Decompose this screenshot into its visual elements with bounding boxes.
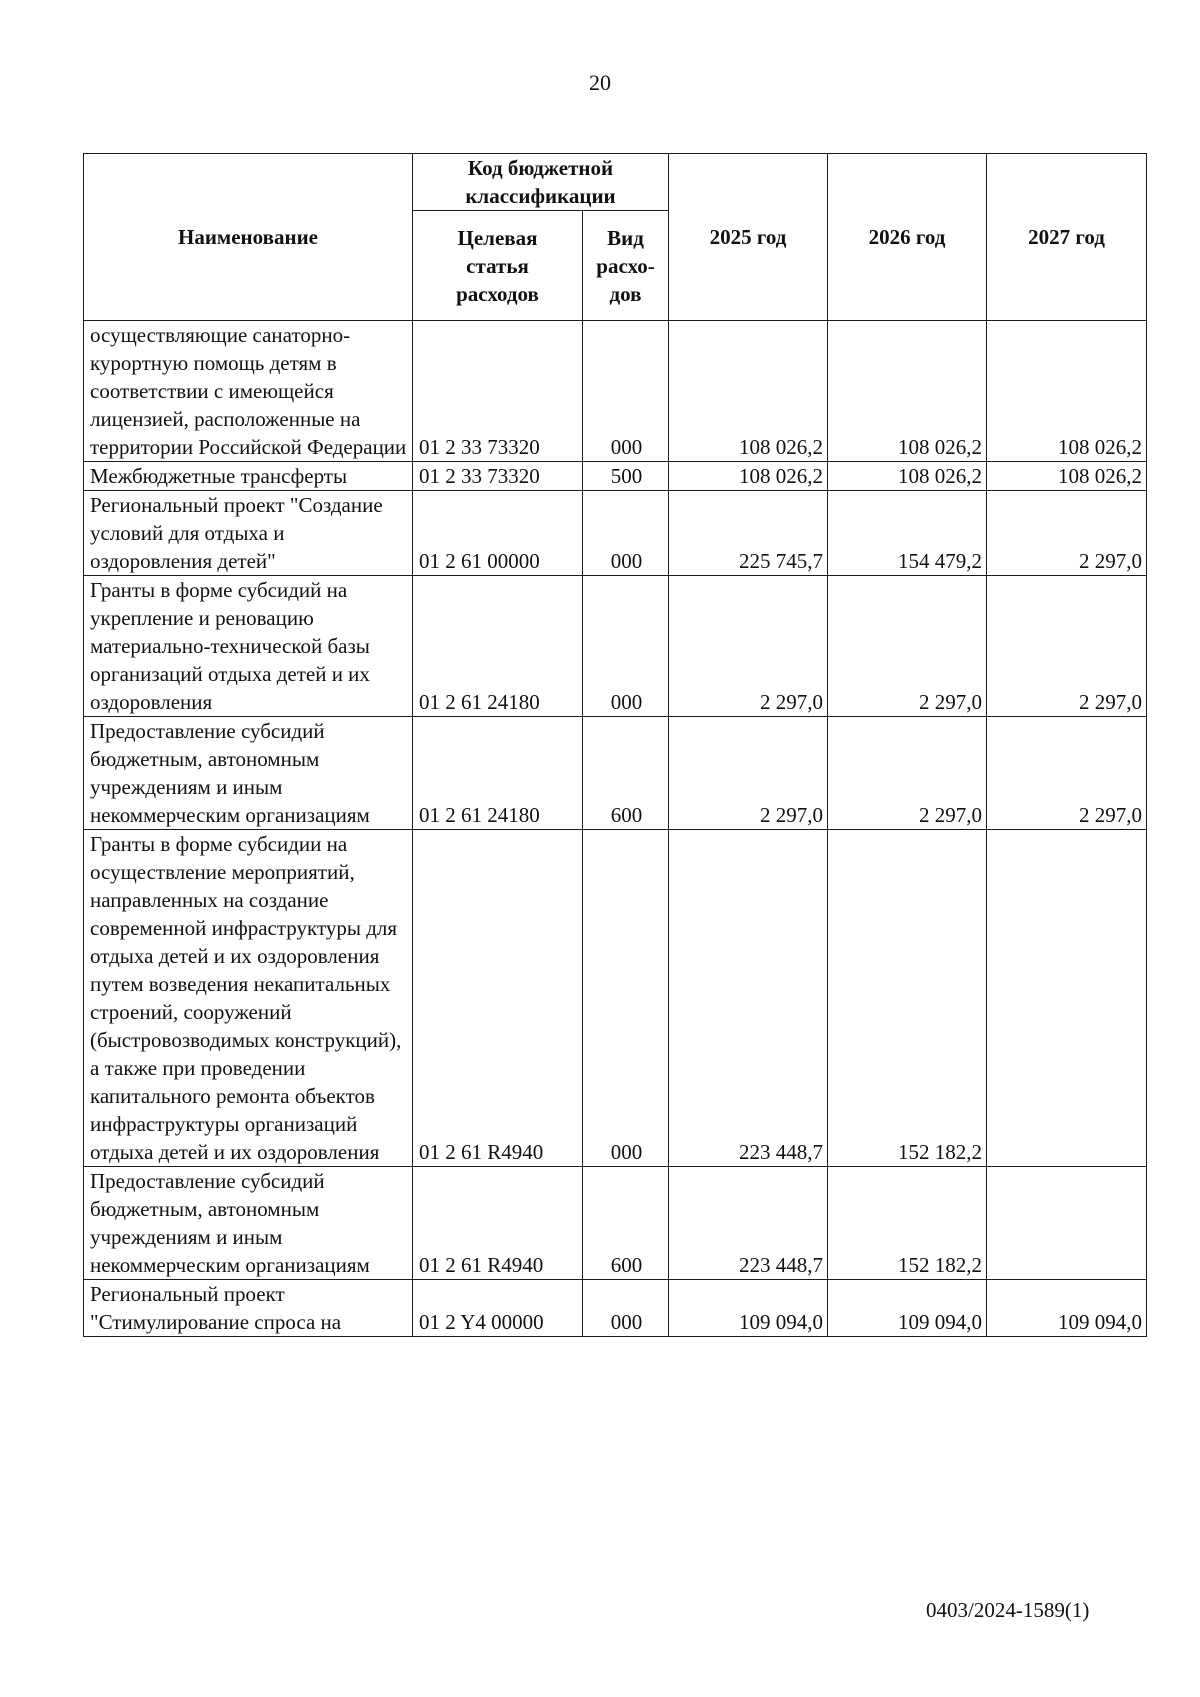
row-name: осуществляющие санаторно-курортную помощь детям в соответствии с имеющейся лицензией, расположенные на территории Российской Федерации — [84, 321, 413, 462]
header-2027: 2027 год — [987, 154, 1147, 321]
row-2026: 152 182,2 — [828, 1167, 987, 1280]
row-2025: 223 448,7 — [669, 1167, 828, 1280]
row-2026: 154 479,2 — [828, 491, 987, 576]
row-name: Гранты в форме субсидий на укрепление и реновацию материально-технической базы организаций отдыха детей и их оздоровления — [84, 576, 413, 717]
header-name: Наименование — [84, 154, 413, 321]
header-kbk: Код бюджетной классификации — [413, 154, 669, 211]
row-2026: 108 026,2 — [828, 462, 987, 491]
row-expense-type: 500 — [583, 462, 669, 491]
table-row — [84, 830, 1147, 1167]
row-2027 — [987, 1167, 1147, 1280]
row-2027: 108 026,2 — [987, 462, 1147, 491]
row-2025: 223 448,7 — [669, 830, 828, 1167]
table-row — [84, 321, 1147, 462]
row-expense-type: 000 — [583, 576, 669, 717]
row-2026: 109 094,0 — [828, 1280, 987, 1337]
table-row — [84, 576, 1147, 717]
row-2027: 109 094,0 — [987, 1280, 1147, 1337]
table-row — [84, 717, 1147, 830]
header-2025: 2025 год — [669, 154, 828, 321]
row-2027: 108 026,2 — [987, 321, 1147, 462]
row-2027: 2 297,0 — [987, 576, 1147, 717]
row-2027: 2 297,0 — [987, 491, 1147, 576]
row-name: Региональный проект "Стимулирование спроса на — [84, 1280, 413, 1337]
row-name: Региональный проект "Создание условий для отдыха и оздоровления детей" — [84, 491, 413, 576]
row-2026: 108 026,2 — [828, 321, 987, 462]
row-2026: 2 297,0 — [828, 717, 987, 830]
row-2025: 2 297,0 — [669, 576, 828, 717]
header-target-article: Целевая статья расходов — [413, 211, 583, 321]
row-name: Гранты в форме субсидии на осуществление мероприятий, направленных на создание современной инфраструктуры для отдыха детей и их оздоровления путем возведения некапитальных строений, сооружений (быстровозводимых конструкций), а также при проведении капитального ремонта объектов инфраструктуры организаций отдыха детей и их оздоровления — [84, 830, 413, 1167]
row-target-article: 01 2 61 00000 — [413, 491, 583, 576]
table-row — [84, 462, 1147, 491]
row-target-article: 01 2 61 R4940 — [413, 1167, 583, 1280]
row-expense-type: 600 — [583, 717, 669, 830]
row-target-article: 01 2 61 24180 — [413, 576, 583, 717]
header-expense-type: Вид расхо-дов — [583, 211, 669, 321]
row-2025: 2 297,0 — [669, 717, 828, 830]
row-2025: 225 745,7 — [669, 491, 828, 576]
row-2025: 108 026,2 — [669, 462, 828, 491]
table-row — [84, 1167, 1147, 1280]
row-name: Предоставление субсидий бюджетным, автономным учреждениям и иным некоммерческим организациям — [84, 717, 413, 830]
row-target-article: 01 2 33 73320 — [413, 321, 583, 462]
row-target-article: 01 2 61 24180 — [413, 717, 583, 830]
table-row — [84, 1280, 1147, 1337]
row-2026: 152 182,2 — [828, 830, 987, 1167]
table-row — [84, 491, 1147, 576]
row-name: Предоставление субсидий бюджетным, автономным учреждениям и иным некоммерческим организациям — [84, 1167, 413, 1280]
row-2025: 108 026,2 — [669, 321, 828, 462]
row-expense-type: 000 — [583, 830, 669, 1167]
document-code: 0403/2024-1589(1) — [926, 1598, 1090, 1622]
row-expense-type: 000 — [583, 1280, 669, 1337]
row-expense-type: 000 — [583, 491, 669, 576]
page-number: 20 — [589, 70, 611, 95]
row-target-article: 01 2 Y4 00000 — [413, 1280, 583, 1337]
row-2026: 2 297,0 — [828, 576, 987, 717]
header-2026: 2026 год — [828, 154, 987, 321]
row-name: Межбюджетные трансферты — [84, 462, 413, 491]
row-2027 — [987, 830, 1147, 1167]
row-2025: 109 094,0 — [669, 1280, 828, 1337]
row-expense-type: 000 — [583, 321, 669, 462]
row-target-article: 01 2 61 R4940 — [413, 830, 583, 1167]
row-2027: 2 297,0 — [987, 717, 1147, 830]
budget-table — [83, 153, 1147, 1337]
row-target-article: 01 2 33 73320 — [413, 462, 583, 491]
row-expense-type: 600 — [583, 1167, 669, 1280]
